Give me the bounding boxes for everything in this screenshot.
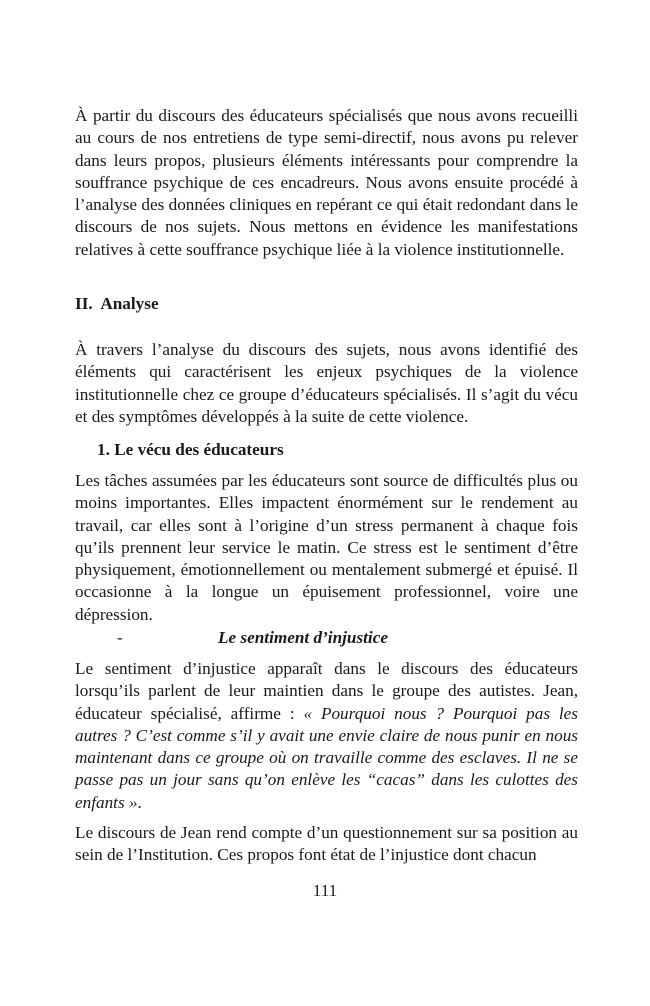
body-paragraph-injustice (75, 658, 578, 814)
subsection-heading-vecu: 1. Le vécu des éducateurs (97, 440, 284, 459)
bullet-title: Le sentiment d’injustice (218, 628, 388, 647)
body-paragraph-analyse: À travers l’analyse du discours des sujets, nous avons identifié des éléments qui caractérisent les enjeux psychiques de la violence institutionnelle chez ce groupe d’éducateurs spécialisés. Il s’agit du vécu et des symptômes développés à la suite de cette violence. (75, 340, 578, 426)
body-paragraph-vecu: Les tâches assumées par les éducateurs sont source de difficultés plus ou moins importantes. Elles impactent énormément sur le rendement au travail, car elles sont à l’origine d’un stress permanent à chaque fois qu’ils prennent leur service le matin. Ce stress est le sentiment d’être physiquement, émotionnellement ou mentalement submergé et épuisé. Il occasionne à la longue un épuisement professionnel, voire une dépression. (75, 471, 578, 624)
bullet-dash: - (117, 628, 123, 647)
paragraph-intro-text: Le sentiment d’injustice apparaît dans le discours des éducateurs lorsqu’ils parlent de leur maintien dans le groupe des autistes. Jean, éducateur spécialisé, affirme : (75, 659, 578, 723)
bullet-heading (75, 627, 578, 649)
page-number: 111 (312, 881, 338, 900)
body-paragraph-discours: Le discours de Jean rend compte d’un questionnement sur sa position au sein de l’Institution. Ces propos font état de l’injustice dont chacun (75, 823, 578, 865)
paragraph-end: . (137, 792, 142, 812)
section-heading-analyse: II. Analyse (75, 294, 159, 313)
quotation: « Pourquoi nous ? Pourquoi pas les autres ? C’est comme s’il y avait une envie claire de nous punir en nous maintenant dans ce groupe où on travaille comme des esclaves. Il ne se passe pas un jour sans qu’on enlève les “cacas” dans les culottes des enfants » (75, 703, 578, 812)
body-paragraph-intro: À partir du discours des éducateurs spécialisés que nous avons recueilli au cours de nos entretiens de type semi-directif, nous avons pu relever dans leurs propos, plusieurs éléments intéressants pour comprendre la souffrance psychique de ces encadreurs. Nous avons ensuite procédé à l’analyse des données cliniques en repérant ce qui était redondant dans le discours de nos sujets. Nous mettons en évidence les manifestations relatives à cette souffrance psychique liée à la violence institutionnelle. (75, 106, 578, 259)
